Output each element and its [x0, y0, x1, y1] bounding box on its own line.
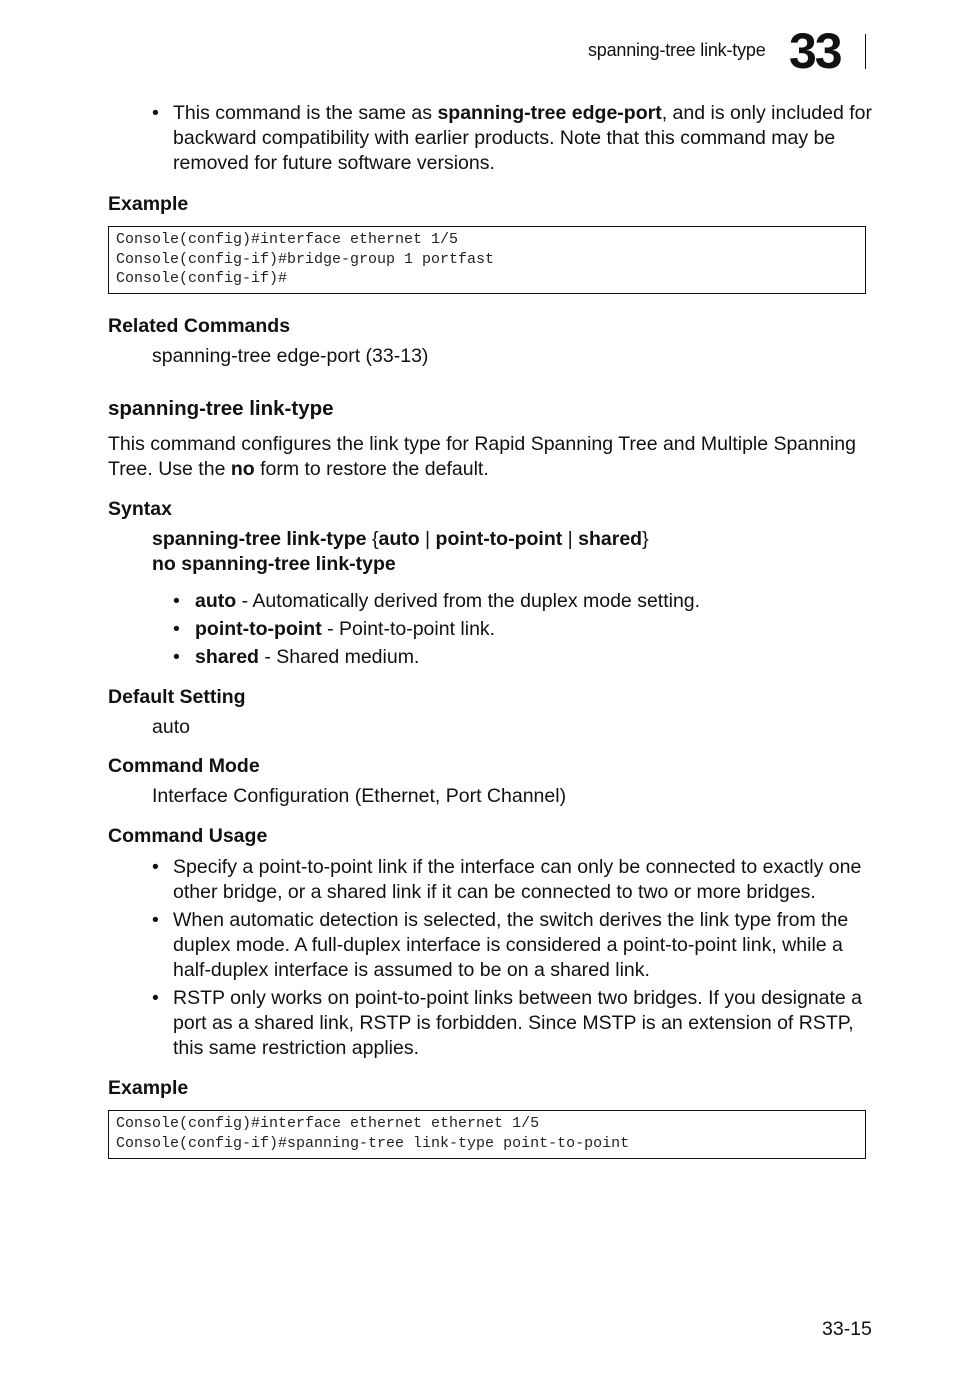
example1-heading: Example — [108, 193, 189, 215]
command-mode-value: Interface Configuration (Ethernet, Port Channel) — [152, 785, 567, 807]
syntax-no-command: no spanning-tree link-type — [152, 553, 396, 575]
param-point-to-point: point-to-point - Point-to-point link. — [195, 618, 496, 640]
code-line: Console(config-if)#spanning-tree link-type point-to-point — [116, 1134, 630, 1152]
running-header-title: spanning-tree link-type — [588, 40, 766, 60]
syntax-command: spanning-tree link-type {auto | point-to-point | shared} — [152, 528, 649, 550]
default-setting-heading: Default Setting — [108, 686, 246, 708]
example2-code-block — [108, 1110, 866, 1159]
command-mode-heading: Command Mode — [108, 755, 260, 777]
syntax-heading: Syntax — [108, 498, 172, 520]
code-line: Console(config-if)# — [116, 270, 288, 287]
example1-code-block — [108, 226, 866, 294]
code-line: Console(config-if)#bridge-group 1 portfast — [116, 250, 495, 268]
usage-item: RSTP only works on point-to-point links between two bridges. If you designate a port as a shared link, RSTP is forbidden. Since MSTP is an extension of RSTP, this same restriction applies. — [173, 987, 863, 1059]
bullet-glyph: • — [152, 909, 159, 931]
intro-bullet-bold: spanning-tree edge-port — [437, 102, 662, 124]
page-number: 33-15 — [822, 1318, 872, 1340]
code-line: Console(config)#interface ethernet 1/5 — [116, 231, 459, 248]
bullet-glyph: • — [173, 618, 180, 640]
related-commands-heading: Related Commands — [108, 315, 291, 337]
example2-heading: Example — [108, 1077, 189, 1099]
related-commands-text: spanning-tree edge-port (33-13) — [152, 345, 429, 367]
bullet-glyph: • — [152, 987, 159, 1009]
chapter-divider — [865, 34, 866, 69]
intro-bullet-text: This command is the same as spanning-tree edge-port, and is only included for backward compatibility with earlier products. Note that this command may be removed for future software versions. — [173, 102, 872, 174]
section-title: spanning-tree link-type — [108, 397, 334, 420]
bullet-glyph: • — [173, 590, 180, 612]
bullet-glyph: • — [152, 856, 159, 878]
chapter-number: 33 — [789, 23, 841, 79]
code-line: Console(config)#interface ethernet ethernet 1/5 — [116, 1115, 540, 1132]
bullet-glyph: • — [173, 646, 180, 668]
bullet-glyph: • — [152, 102, 159, 124]
default-setting-value: auto — [152, 716, 190, 738]
param-shared: shared - Shared medium. — [195, 646, 420, 668]
usage-item: When automatic detection is selected, the switch derives the link type from the duplex mode. A full-duplex interface is considered a point-to-point link, while a half-duplex interface is assumed to be on a shared link. — [173, 909, 849, 981]
command-usage-heading: Command Usage — [108, 825, 268, 847]
section-description: This command configures the link type for Rapid Spanning Tree and Multiple Spanning Tree. Use the no form to restore the default. — [108, 433, 856, 480]
usage-item: Specify a point-to-point link if the interface can only be connected to exactly one other bridge, or a shared link if it can be connected to two or more bridges. — [173, 856, 862, 903]
param-auto: auto - Automatically derived from the duplex mode setting. — [195, 590, 701, 612]
